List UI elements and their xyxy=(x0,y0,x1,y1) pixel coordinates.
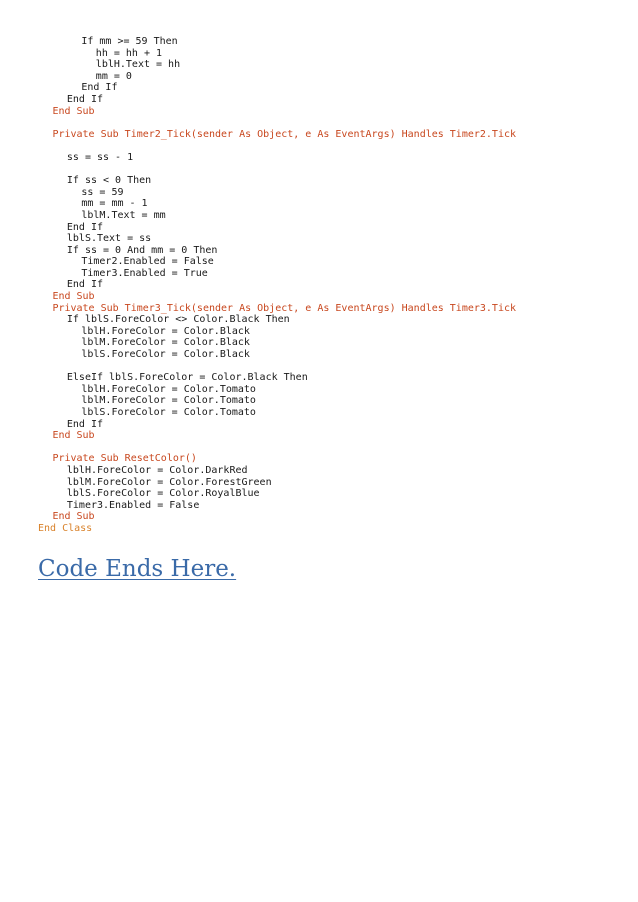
code-line: lblM.ForeColor = Color.Tomato xyxy=(81,395,256,407)
code-line xyxy=(38,442,516,454)
code-line: If ss < 0 Then xyxy=(66,175,152,187)
code-line xyxy=(38,164,516,176)
code-line: lblS.ForeColor = Color.Tomato xyxy=(81,407,256,418)
code-line: lblH.ForeColor = Color.Black xyxy=(81,325,250,337)
code-line: If ss = 0 And mm = 0 Then xyxy=(66,244,218,256)
code-line: If lblS.ForeColor <> Color.Black Then xyxy=(66,314,290,326)
code-line: If mm >= 59 Then xyxy=(81,36,178,47)
code-line: End Sub xyxy=(52,105,95,117)
code-line: ElseIf lblS.ForeColor = Color.Black Then xyxy=(66,372,308,384)
code-line: lblH.ForeColor = Color.Tomato xyxy=(81,383,256,395)
code-line: Timer3.Enabled = False xyxy=(66,499,200,511)
code-line: lblS.Text = ss xyxy=(66,233,152,245)
code-line: End If xyxy=(81,82,118,94)
code-line: End Sub xyxy=(52,291,95,303)
code-line: End Class xyxy=(38,522,93,534)
code-line: Private Sub ResetColor() xyxy=(52,453,197,465)
code-line: Timer3.Enabled = True xyxy=(81,267,208,279)
code-line xyxy=(38,140,516,152)
code-line: End Sub xyxy=(52,430,95,442)
code-line: Timer2.Enabled = False xyxy=(81,256,214,268)
code-line: ss = ss - 1 xyxy=(66,151,134,163)
code-line: End If xyxy=(66,279,104,291)
code-line: ss = 59 xyxy=(81,186,124,198)
code-line: mm = mm - 1 xyxy=(81,198,148,210)
code-line: lblM.ForeColor = Color.ForestGreen xyxy=(66,476,272,488)
code-line: lblM.Text = mm xyxy=(81,209,166,221)
code-line: mm = 0 xyxy=(95,70,132,82)
code-line: hh = hh + 1 xyxy=(95,47,163,59)
code-line: lblM.ForeColor = Color.Black xyxy=(81,337,250,349)
code-line: End Sub xyxy=(52,511,95,523)
code-line xyxy=(38,117,516,129)
code-block xyxy=(38,36,516,535)
code-line: Private Sub Timer2_Tick(sender As Object, e As EventArgs) Handles Timer2.Tick xyxy=(52,128,517,140)
code-line: lblS.ForeColor = Color.Black xyxy=(81,349,250,361)
code-ends-heading: Code Ends Here. xyxy=(38,556,237,582)
code-line: lblH.Text = hh xyxy=(95,59,181,71)
code-line: End If xyxy=(66,221,104,233)
code-line: lblS.ForeColor = Color.RoyalBlue xyxy=(66,488,260,500)
code-line: lblH.ForeColor = Color.DarkRed xyxy=(66,464,248,476)
code-line: Private Sub Timer3_Tick(sender As Object, e As EventArgs) Handles Timer3.Tick xyxy=(52,302,517,314)
code-line xyxy=(38,361,516,373)
code-line: End If xyxy=(66,93,104,105)
code-line: End If xyxy=(66,418,104,430)
